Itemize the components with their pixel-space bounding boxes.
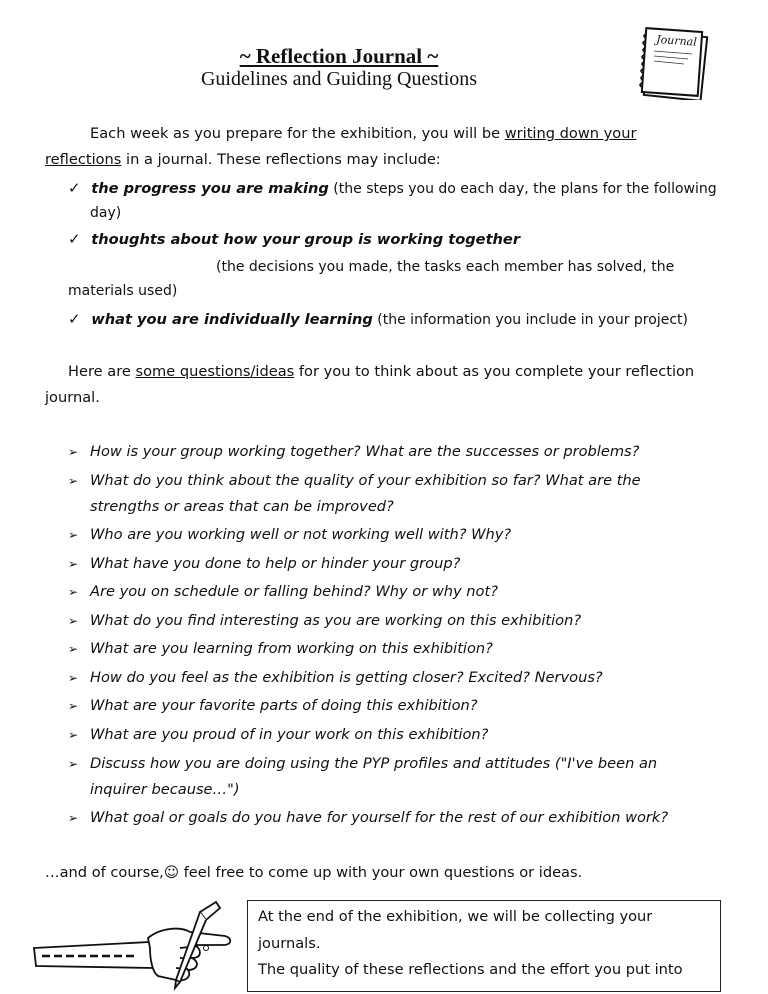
questions-intro: Here are some questions/ideas for you to think about as you complete your reflection xyxy=(68,363,695,380)
check-icon: ✓ xyxy=(68,179,81,197)
question-item xyxy=(68,579,78,605)
question-item xyxy=(68,636,78,662)
note-line: The quality of these reflections and the effort you put into xyxy=(258,961,683,978)
question-text: How do you feel as the exhibition is getting closer? Excited? Nervous? xyxy=(90,669,603,686)
question-text: What do you think about the quality of your exhibition so far? What are the xyxy=(90,472,641,489)
arrow-bullet-icon: ➢ xyxy=(68,614,79,628)
question-text: What are you proud of in your work on this exhibition? xyxy=(90,726,489,743)
underlined-phrase: writing down your xyxy=(504,125,637,142)
question-text: What have you done to help or hinder your group? xyxy=(90,555,461,572)
question-item xyxy=(68,722,78,748)
checklist-item-cont: day) xyxy=(90,205,122,221)
underlined-phrase-cont: reflections xyxy=(45,151,122,168)
question-item xyxy=(68,522,78,548)
question-text: How is your group working together? What are the successes or problems? xyxy=(90,443,640,460)
question-text: Discuss how you are doing using the PYP profiles and attitudes ("I've been an xyxy=(90,755,658,772)
arrow-bullet-icon: ➢ xyxy=(68,557,79,571)
check-icon: ✓ xyxy=(68,310,81,328)
question-text: What goal or goals do you have for yourself for the rest of our exhibition work? xyxy=(90,809,669,826)
checklist-item-cont: materials used) xyxy=(68,283,178,299)
question-item xyxy=(68,693,78,719)
intro-text: Each week as you prepare for the exhibition, you will be xyxy=(90,125,505,142)
underlined-phrase: some questions/ideas xyxy=(135,363,295,380)
question-item xyxy=(68,751,78,777)
question-text: Who are you working well or not working well with? Why? xyxy=(90,526,512,543)
arrow-bullet-icon: ➢ xyxy=(68,757,79,771)
checklist-item: ✓ what you are individually learning (the information you include in your project) xyxy=(68,310,688,328)
document-subtitle: Guidelines and Guiding Questions xyxy=(200,68,478,90)
arrow-bullet-icon: ➢ xyxy=(68,811,79,825)
checklist-item-detail: (the decisions you made, the tasks each member has solved, the xyxy=(216,259,675,275)
note-line: journals. xyxy=(258,934,321,952)
arrow-bullet-icon: ➢ xyxy=(68,445,79,459)
intro-text-cont: in a journal. These reflections may include: xyxy=(121,151,441,168)
checklist-item: ✓ the progress you are making (the steps you do each day, the plans for the following xyxy=(68,179,717,197)
check-icon: ✓ xyxy=(68,230,81,248)
arrow-bullet-icon: ➢ xyxy=(68,728,79,742)
question-text: What are your favorite parts of doing this exhibition? xyxy=(90,697,478,714)
note-box xyxy=(247,900,721,992)
question-item xyxy=(68,551,78,577)
arrow-bullet-icon: ➢ xyxy=(68,699,79,713)
question-item xyxy=(68,608,78,634)
question-item xyxy=(68,468,78,494)
arrow-bullet-icon: ➢ xyxy=(68,474,79,488)
intro-line-2 xyxy=(45,147,441,173)
closing-text: …and of course,☺ feel free to come up with your own questions or ideas. xyxy=(45,864,583,881)
intro-line-1 xyxy=(90,121,636,147)
hand-with-pencil-icon xyxy=(30,898,240,994)
note-line: At the end of the exhibition, we will be collecting your xyxy=(258,908,653,925)
arrow-bullet-icon: ➢ xyxy=(68,585,79,599)
question-item xyxy=(68,805,78,831)
arrow-bullet-icon: ➢ xyxy=(68,528,79,542)
question-item xyxy=(68,439,78,465)
checklist-item: ✓ thoughts about how your group is working together xyxy=(68,230,521,248)
question-text-cont: strengths or areas that can be improved? xyxy=(90,498,394,515)
arrow-bullet-icon: ➢ xyxy=(68,642,79,656)
question-text: Are you on schedule or falling behind? Why or why not? xyxy=(90,583,498,600)
document-title: ~ Reflection Journal ~ xyxy=(239,44,439,68)
question-text: What do you find interesting as you are working on this exhibition? xyxy=(90,612,582,629)
journal-image-label: Journal xyxy=(655,32,698,49)
journal-notebook-icon xyxy=(638,24,710,100)
question-item xyxy=(68,665,78,691)
question-text: What are you learning from working on this exhibition? xyxy=(90,640,493,657)
question-text-cont: inquirer because…") xyxy=(90,781,240,798)
arrow-bullet-icon: ➢ xyxy=(68,671,79,685)
questions-intro-cont: journal. xyxy=(45,389,100,406)
